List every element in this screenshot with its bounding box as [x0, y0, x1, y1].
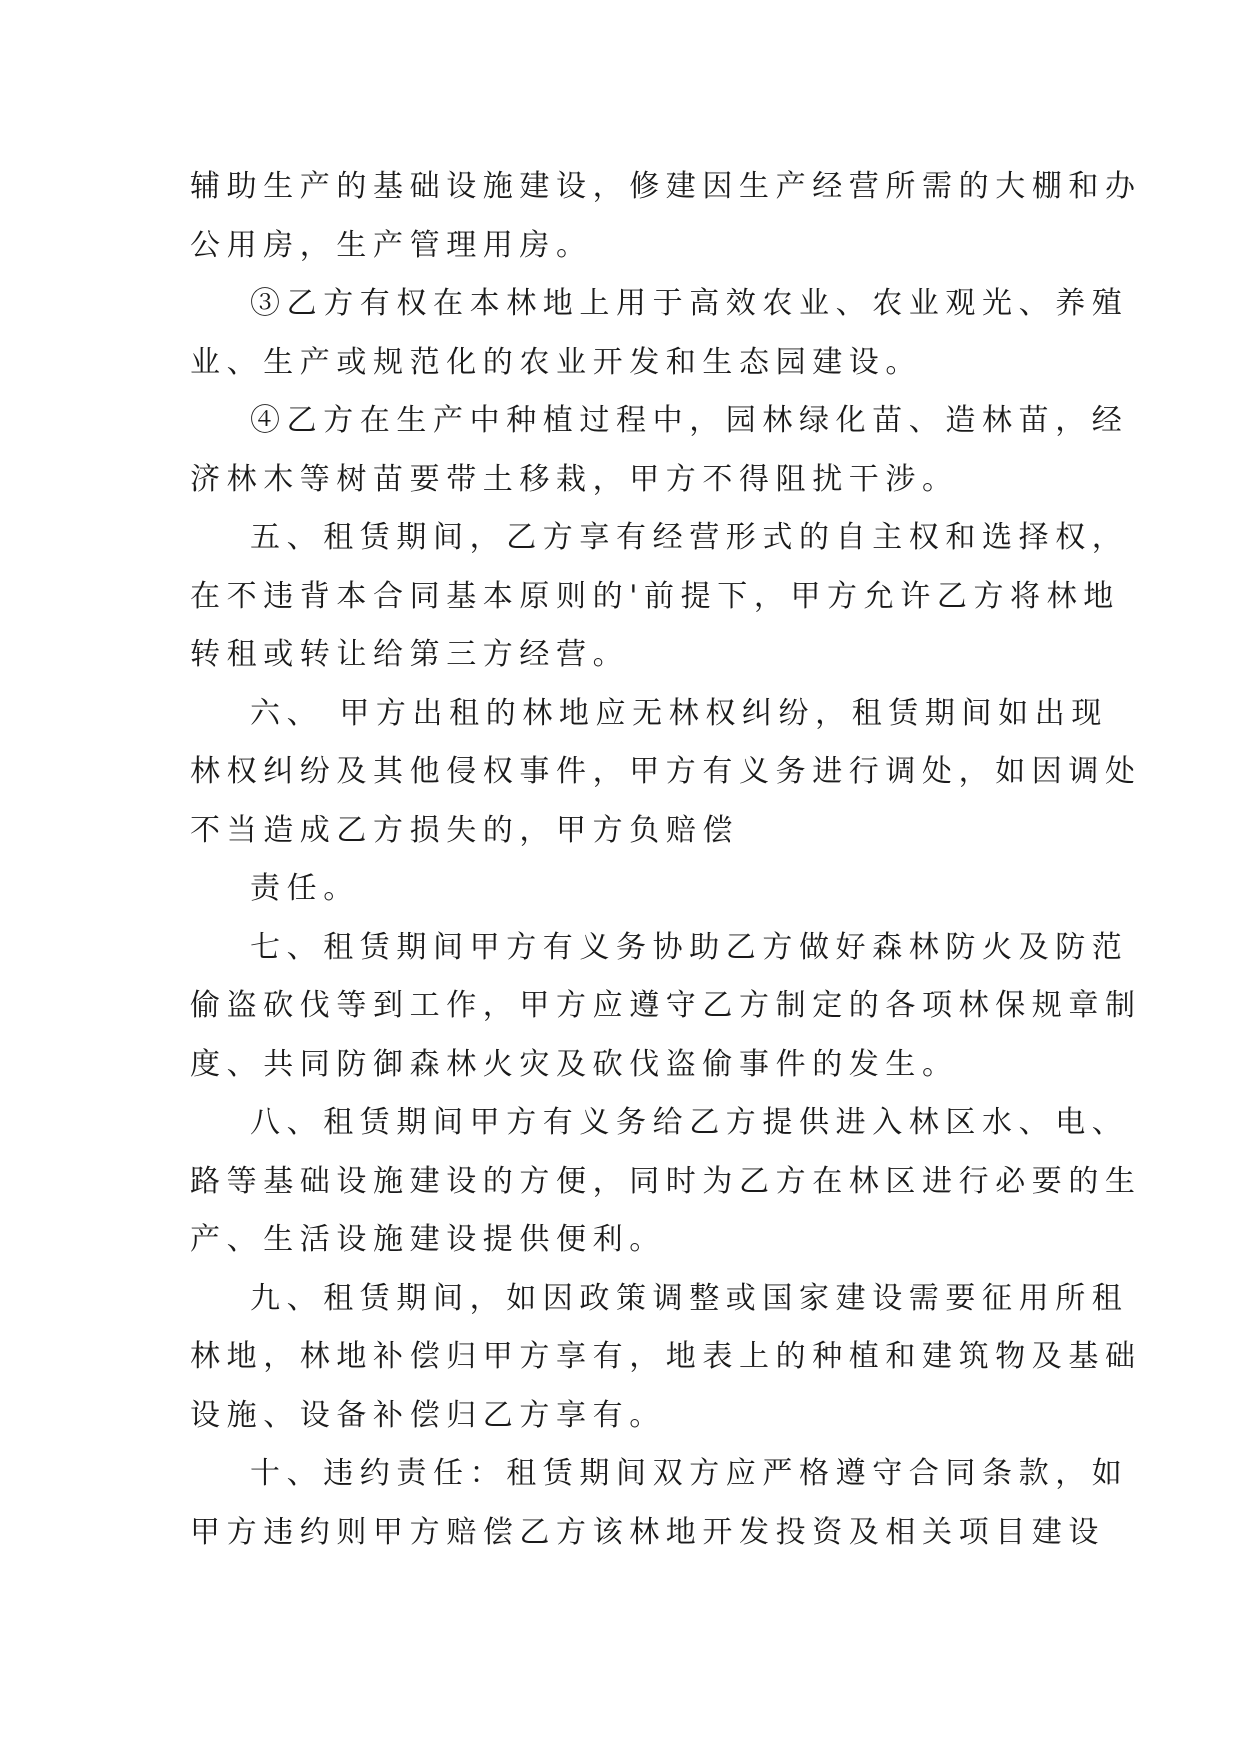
text-line: 不当造成乙方损失的，甲方负赔偿 — [190, 812, 739, 848]
document-body — [190, 158, 1142, 1562]
text-line: 产、生活设施建设提供便利。 — [190, 1222, 666, 1257]
text-line: 在不违背本合同基本原则的'前提下，甲方允许乙方将林地 — [190, 578, 1120, 614]
text-line: 五、租赁期间，乙方享有经营形式的自主权和选择权， — [250, 520, 1129, 555]
text-line: 业、生产或规范化的农业开发和生态园建设。 — [190, 344, 922, 380]
text-line: 七、租赁期间甲方有义务协助乙方做好森林防火及防范 — [250, 929, 1129, 965]
text-line: 路等基础设施建设的方便，同时为乙方在林区进行必要的生 — [190, 1163, 1142, 1199]
text-line: 设施、设备补偿归乙方享有。 — [190, 1397, 666, 1433]
text-line: 偷盗砍伐等到工作，甲方应遵守乙方制定的各项林保规章制 — [190, 988, 1142, 1023]
text-line: 十、违约责任：租赁期间双方应严格遵守合同条款，如 — [250, 1456, 1129, 1491]
text-line: 公用房，生产管理用房。 — [190, 227, 593, 263]
text-line: 八、租赁期间甲方有义务给乙方提供进入林区水、电、 — [250, 1105, 1129, 1140]
text-line: 度、共同防御森林火灾及砍伐盗偷事件的发生。 — [190, 1046, 959, 1082]
text-line: ④乙方在生产中种植过程中，园林绿化苗、造林苗，经 — [250, 403, 1129, 438]
text-line: 六、 甲方出租的林地应无林权纠纷，租赁期间如出现 — [250, 695, 1108, 731]
text-line: 责任。 — [250, 871, 360, 906]
text-line: 济林木等树苗要带土移栽，甲方不得阻扰干涉。 — [190, 461, 959, 497]
text-line: 辅助生产的基础设施建设，修建因生产经营所需的大棚和办 — [190, 169, 1142, 204]
text-line: ③乙方有权在本林地上用于高效农业、农业观光、养殖 — [250, 286, 1129, 321]
text-line: 转租或转让给第三方经营。 — [190, 637, 630, 672]
text-line: 甲方违约则甲方赔偿乙方该林地开发投资及相关项目建设 — [190, 1514, 1105, 1550]
text-line: 九、租赁期间，如因政策调整或国家建设需要征用所租 — [250, 1280, 1129, 1316]
text-line: 林地，林地补偿归甲方享有，地表上的种植和建筑物及基础 — [190, 1339, 1142, 1374]
text-line: 林权纠纷及其他侵权事件，甲方有义务进行调处，如因调处 — [190, 754, 1142, 789]
